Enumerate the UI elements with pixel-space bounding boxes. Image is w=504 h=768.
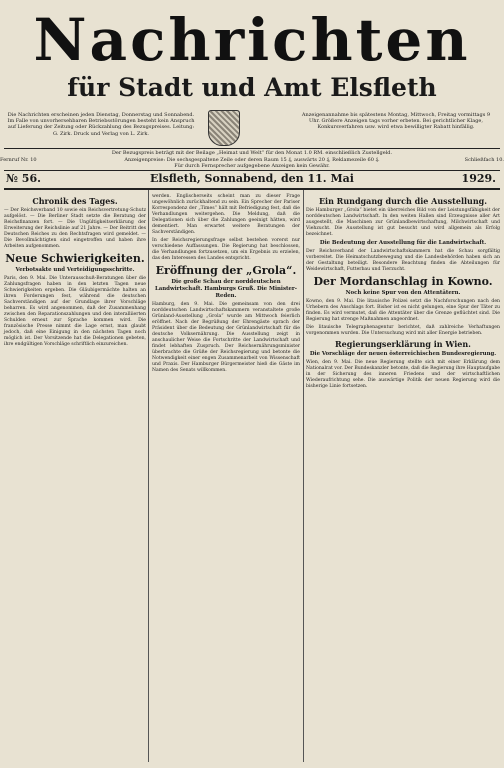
article-text: Paris, den 9. Mai. Die Unterausschuß-Beratungen über die Zahlungsfragen haben in den letzten Tagen neue Schwierigkeiten ergeben. Die Gläubigermächte halten an ihren Forderungen fest, während die deutschen Sachverständigen auf der Grundlage ihrer Vorschläge beharren. Es wird angenommen, daß der Zusammenhang zwischen den Reparationszahlungen und den interalliierten Schulden erneut zur Sprache kommen wird. Die französische Presse nimmt die Lage ernst, man glaubt jedoch, daß eine Einigung in den nächsten Tagen noch möglich ist. Der Vorsitzende hat die Delegationen gebeten, ihre endgültigen Vorschläge schriftlich einzureichen. <box>4 276 146 347</box>
advertising-notice: Anzeigenannahme bis spätestens Montag, Mittwoch, Freitag vormittags 9 Uhr. Größere Anzeigen tags vorher erbeten. Bei gerichtlicher Klage, Konkursverfahren usw. wird etwa bewilligter Rabatt hinfällig. <box>301 112 491 131</box>
article-text: — Der Reichsverband 10 sowie ein Reichsvertretung-Schutz aufgelöst. — Die Berliner Stadt setzte die Beratung der Reichsfinanzen fort. — Die Ungültigkeitserklärung der Erweiterung der Reichslinie auf 21 Jahre. — Der Beitritt des Deutschen Reiches zu den Rechtsfragen wird gemeldet. — Die Bevollmächtigten sind eingetroffen und haben ihre Arbeiten aufgenommen. <box>4 208 146 249</box>
article-text: Die litauische Telegraphenagentur berichtet, daß zahlreiche Verhaftungen vorgenommen wurden. Die Untersuchung wird mit aller Energie betrieben. <box>306 325 500 336</box>
headline-grola: Eröffnung der „Grola“. <box>155 264 297 277</box>
fernruf: Fernruf Nr. 10 <box>0 157 37 163</box>
subheadline: Die Bedeutung der Ausstellung für die Landwirtschaft. <box>319 240 487 246</box>
price-line-3: Für durch Fernsprecher aufgegebene Anzeigen kein Gewähr. <box>174 163 330 169</box>
postfach: Schließfach 10. <box>464 157 504 163</box>
header-rule <box>4 148 500 149</box>
column-divider <box>303 190 304 762</box>
headline-schwierigkeiten: Neue Schwierigkeiten. <box>5 252 145 265</box>
column-3 <box>306 194 500 392</box>
column-divider <box>148 190 149 762</box>
issue-year: 1929. <box>461 172 496 185</box>
issue-date: Elsfleth, Sonnabend, den 11. Mai <box>150 172 354 185</box>
article-text: Hamburg, den 9. Mai. Die gemeinsam von den drei norddeutschen Landwirtschaftskammern veranstaltete große Grünland-Ausstellung „Grola“ wurde am Mittwoch feierlich eröffnet. Nach der Begrüßung der Ehrengäste sprach der Präsident über die Bedeutung der Grünlandwirtschaft für die deutsche Volksernährung. Die Ausstellung zeigt in anschaulicher Weise die Fortschritte der Landwirtschaft und findet lebhaften Zuspruch. Der Reichsernährungsminister überbrachte die Grüße der Reichsregierung und betonte die Notwendigkeit einer engen Zusammenarbeit von Wissenschaft und Praxis. Der Hamburger Bürgermeister hieß die Gäste im Namen des Senats willkommen. <box>152 302 300 373</box>
subheadline: Die Vorschläge der neuen österreichischen Bundesregierung. <box>309 351 497 357</box>
dateline <box>4 172 500 186</box>
article-text: werden. Englischerseits scheint man zu dieser Frage ungewöhnlich zurückhaltend zu sein. Ein Sprecher der Pariser Korrespondenz der „Times“ hält mit Befriedigung fest, daß die Verhandlungen weitergehen. Die Meldung, daß die Delegationen sich über die Zahlungen geeinigt hätten, wird dementiert. Man erwartet weitere Beratungen der Sachverständigen. <box>152 194 300 235</box>
dateline-rule <box>4 188 500 190</box>
town-crest-icon <box>208 110 240 146</box>
masthead-subtitle: für Stadt und Amt Elsfleth <box>67 73 437 102</box>
column-2 <box>152 194 300 376</box>
price-line-1: Der Bezugspreis beträgt mit der Beilage „Heimat und Welt“ für den Monat 1.0 RM. einschließlich Zustellgeld. <box>111 150 393 156</box>
headline-rundgang: Ein Rundgang durch die Ausstellung. <box>318 196 488 206</box>
article-text: Die Hamburger „Grola“ bietet ein überreiches Bild von der Leistungsfähigkeit der norddeutschen Landwirtschaft. In den weiten Hallen sind Erzeugnisse aller Art ausgestellt, die Maschinen zur Grünlandbewirtschaftung, Milchwirtschaft und Viehzucht. Die Ausstellung ist gut besucht und wird allgemein als Erfolg bezeichnet. <box>306 208 500 237</box>
article-text: Wien, den 9. Mai. Die neue Regierung stellte sich mit einer Erklärung dem Nationalrat vor. Der Bundeskanzler betonte, daß die Regierung ihre Hauptaufgabe in der Sicherung des inneren Friedens und der wirtschaftlichen Wiederaufrichtung sehe. Die auswärtige Politik der neuen Regierung wird die bisherige Linie fortsetzen. <box>306 360 500 389</box>
subheadline: Die große Schau der norddeutschen Landwirtschaft. Hamburgs Gruß. Die Minister-Reden. <box>154 279 298 299</box>
price-line-2: Anzeigenpreise: Die sechsgespaltene Zeile oder deren Raum 15 ₰, auswärts 20 ₰, Reklamezeile 60 ₰. <box>124 157 380 163</box>
article-text: In der Reichsregierungsfrage selbst bestehen vorerst nur verschiedene Auffassungen. Die Regierung hat beschlossen, die Verhandlungen fortzusetzen, um ein Ergebnis zu erzielen, das den Interessen des Landes entspricht. <box>152 238 300 261</box>
article-text: Der Reichsverband der Landwirtschaftskammern hat die Schau sorgfältig vorbereitet. Die Heimatschutzbewegung und die Landesbehörden haben sich an der Gestaltung beteiligt. Besondere Beachtung finden die Abteilungen für Weidewirtschaft, Futterbau und Tierzucht. <box>306 249 500 272</box>
masthead-title: Nachrichten <box>33 6 471 74</box>
article-text: Kowno, den 9. Mai. Die litauische Polizei setzt die Nachforschungen nach den Urhebern des Anschlags fort. Bisher ist es nicht gelungen, eine Spur der Täter zu finden. Es wird vermutet, daß die Attentäter über die Grenze geflüchtet sind. Die Regierung hat strenge Maßnahmen angeordnet. <box>306 299 500 322</box>
column-1 <box>4 194 146 350</box>
headline-kowno: Der Mordanschlag in Kowno. <box>313 275 493 288</box>
headline-chronik: Chronik des Tages. <box>32 196 118 206</box>
issue-number: № 56. <box>6 172 41 185</box>
publication-notice: Die Nachrichten erscheinen jeden Dienstag, Donnerstag und Sonnabend. Im Falle von unvorhersehbaren Betriebsstörungen besteht kein Anspruch auf Lieferung der Zeitung oder Rückzahlung des Bezugspreises. Leitung: G. Zirk. Druck und Verlag von L. Zirk. <box>7 112 195 137</box>
subheadline: Noch keine Spur von den Attentätern. <box>345 290 461 296</box>
headline-wien: Regierungserklärung in Wien. <box>335 339 471 349</box>
subheadline: Verbotsakte und Verteidigungsschritte. <box>15 267 135 273</box>
header-rule-2 <box>4 170 500 171</box>
